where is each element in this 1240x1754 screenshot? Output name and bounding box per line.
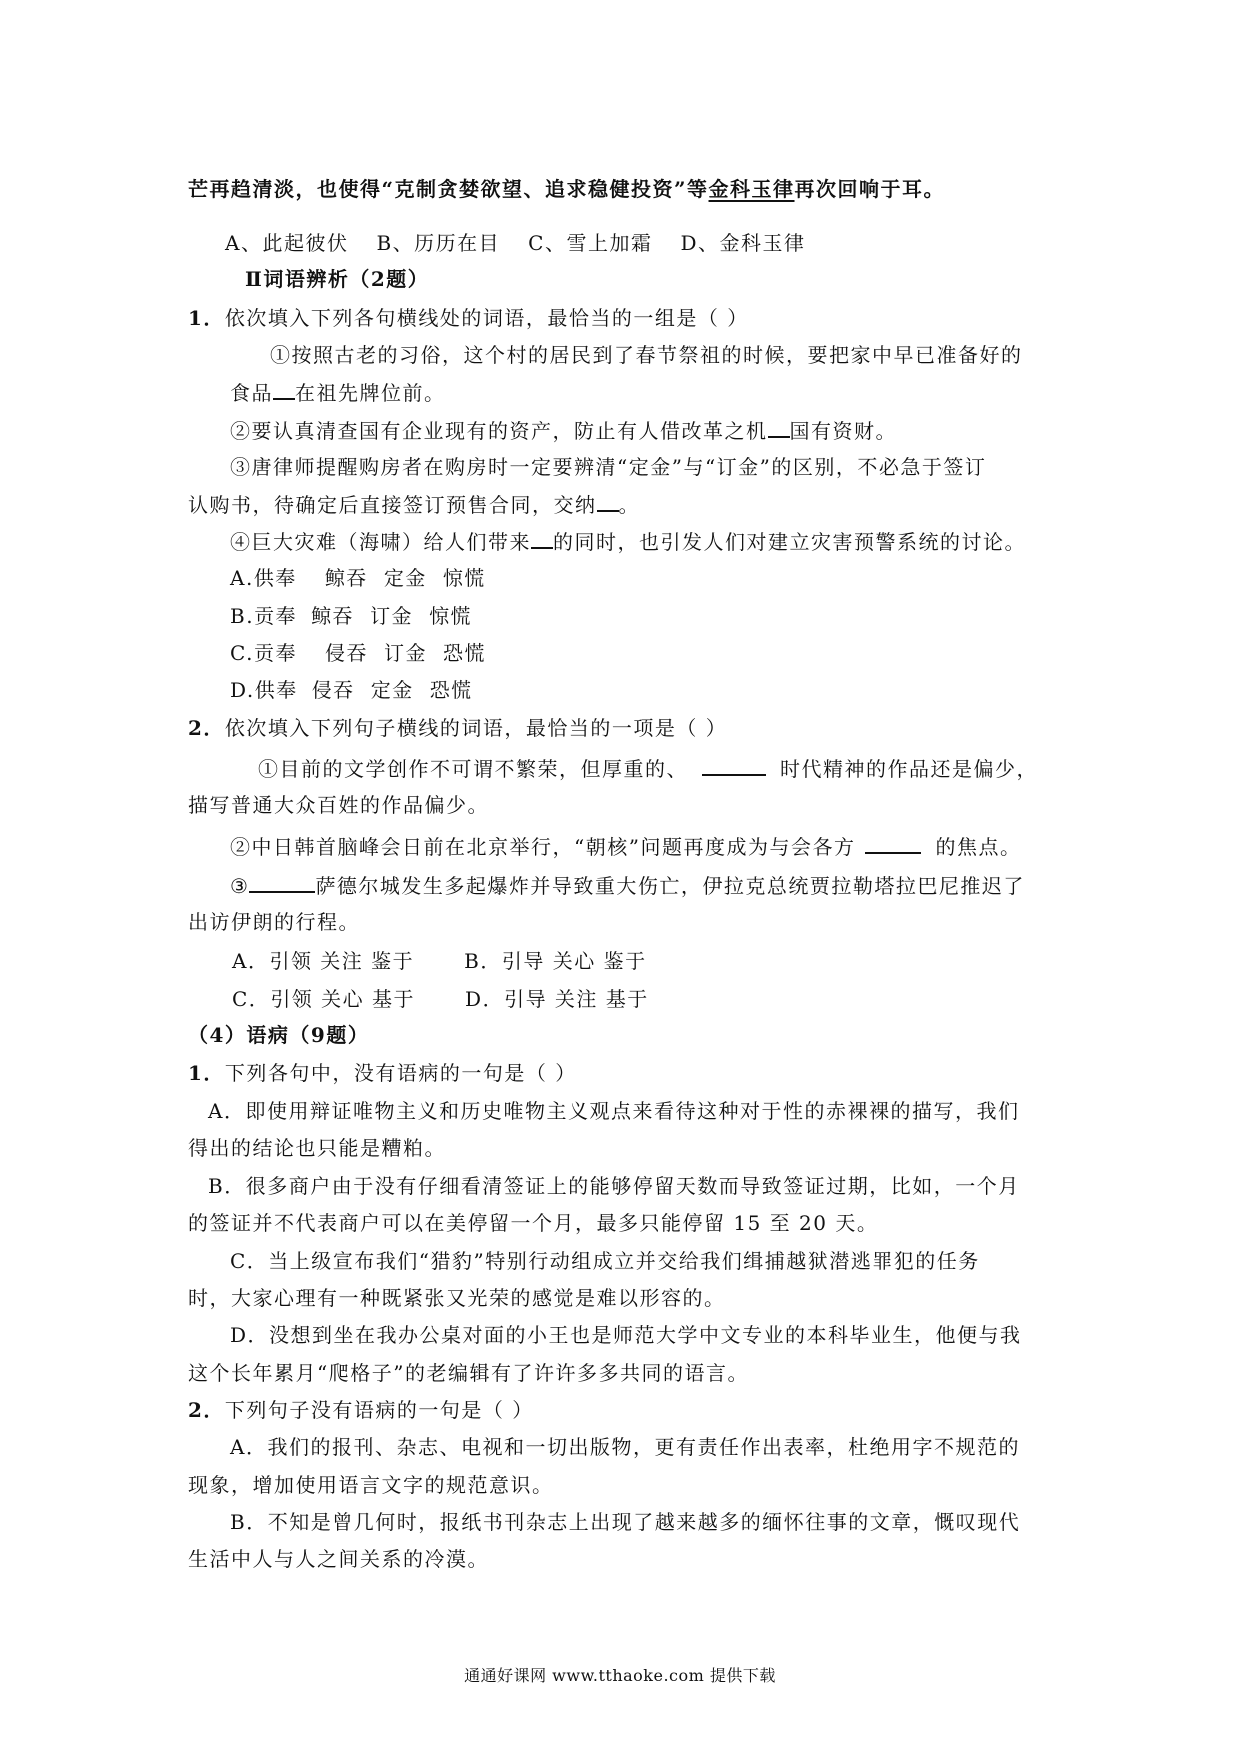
question-4-stem: 2．下列句子没有语病的一句是（ ） [188,1398,534,1422]
q1-sentence-3: ③唐律师提醒购房者在购房时一定要辨清“定金”与“订金”的区别，不必急于签订 [230,455,987,479]
q1-sentence-4: ④巨大灾难（海啸）给人们带来 的同时，也引发人们对建立灾害预警系统的讨论。 [230,530,1026,554]
question-3-stem: 1．下列各句中，没有语病的一句是（ ） [188,1061,577,1085]
q3-option-c: C．当上级宣布我们“猎豹”特别行动组成立并交给我们缉捕越狱潜逃罪犯的任务 [230,1249,980,1273]
q3-option-d-cont: 这个长年累月“爬格子”的老编辑有了许许多多共同的语言。 [188,1361,749,1385]
question-2-stem: 2．依次填入下列句子横线的词语，最恰当的一项是（ ） [188,716,728,740]
section-heading-word-analysis: Ⅱ词语辨析（2题） [245,267,430,291]
q1-option-a: A.供奉 鲸吞 定金 惊慌 [230,566,486,590]
intro-underlined-phrase: 金科玉律 [708,177,795,201]
q1-option-c: C.贡奉 侵吞 订金 恐慌 [230,641,486,665]
q4-option-b: B．不知是曾几何时，报纸书刊杂志上出现了越来越多的缅怀往事的文章，慨叹现代 [230,1510,1021,1534]
intro-text: 芒再趋清淡，也使得“克制贪婪欲望、追求稳健投资”等 [188,177,709,201]
question-number: 2 [188,716,204,740]
q3-option-b-cont: 的签证并不代表商户可以在美停留一个月，最多只能停留 15 至 20 天。 [188,1211,879,1235]
intro-options [225,231,806,255]
q2-sentence-1-cont: 描写普通大众百姓的作品偏少。 [188,793,489,817]
q3-option-b: B．很多商户由于没有仔细看清签证上的能够停留天数而导致签证过期，比如，一个月 [208,1174,1020,1198]
q4-option-a: A．我们的报刊、杂志、电视和一切出版物，更有责任作出表率，杜绝用字不规范的 [230,1435,1020,1459]
answer-blank [702,756,766,776]
q1-option-b: B.贡奉 鲸吞 订金 惊慌 [230,604,473,628]
option-c: C、雪上加霜 [528,231,653,255]
question-number: 1 [188,306,204,330]
q1-sentence-3-cont: 认购书，待确定后直接签订预售合同，交纳 。 [188,493,640,517]
q3-option-a-cont: 得出的结论也只能是糟粕。 [188,1136,446,1160]
q2-options-row-2: C．引领 关心 基于 D．引导 关注 基于 [232,987,649,1011]
q4-option-b-cont: 生活中人与人之间关系的冷漠。 [188,1547,489,1571]
page-footer: 通通好课网 www.tthaoke.com 提供下载 [464,1666,776,1685]
question-text: 下列句子没有语病的一句是（ ） [224,1398,534,1422]
answer-blank [597,492,619,512]
q3-option-a: A．即使用辩证唯物主义和历史唯物主义观点来看待这种对于性的赤裸裸的描写，我们 [208,1099,1020,1123]
intro-text-end: 再次回响于耳。 [794,177,946,201]
q1-sentence-2: ②要认真清查国有企业现有的资产，防止有人借改革之机 国有资财。 [230,419,897,443]
question-number: 2 [188,1398,204,1422]
question-text: 下列各句中，没有语病的一句是（ ） [224,1061,577,1085]
q3-option-c-cont: 时，大家心理有一种既紧张又光荣的感觉是难以形容的。 [188,1286,726,1310]
question-1-stem: 1．依次填入下列各句横线处的词语，最恰当的一组是（ ） [188,306,749,330]
q1-sentence-1-cont: 食品 在祖先牌位前。 [230,381,446,405]
q2-options-row-1: A．引领 关注 鉴于 B．引导 关心 鉴于 [232,949,647,973]
answer-blank [768,418,790,438]
q4-option-a-cont: 现象，增加使用语言文字的规范意识。 [188,1473,554,1497]
option-d: D、金科玉律 [680,231,806,255]
question-number: 1 [188,1061,204,1085]
section-heading-grammar: （4）语病（9题） [188,1023,370,1047]
option-a: A、此起彼伏 [225,231,349,255]
answer-blank [273,380,295,400]
answer-blank [531,529,553,549]
q2-sentence-1: ①目前的文学创作不可谓不繁荣，但厚重的、 时代精神的作品还是偏少， [258,757,1038,781]
q3-option-d: D．没想到坐在我办公桌对面的小王也是师范大学中文专业的本科毕业生，他便与我 [230,1323,1022,1347]
intro-line [188,177,945,201]
question-text: 依次填入下列各句横线处的词语，最恰当的一组是（ ） [224,306,749,330]
q2-sentence-3: ③ 萨德尔城发生多起爆炸并导致重大伤亡，伊拉克总统贾拉勒塔拉巴尼推迟了 [230,874,1025,898]
q1-option-d: D.供奉 侵吞 定金 恐慌 [230,678,473,702]
option-b: B、历历在目 [376,231,501,255]
q2-sentence-2: ②中日韩首脑峰会日前在北京举行，“朝核”问题再度成为与会各方 的焦点。 [230,835,1022,859]
answer-blank [249,873,315,893]
q2-sentence-3-cont: 出访伊朗的行程。 [188,910,360,934]
question-text: 依次填入下列句子横线的词语，最恰当的一项是（ ） [224,716,728,740]
q1-sentence-1: ①按照古老的习俗，这个村的居民到了春节祭祖的时候，要把家中早已准备好的 [270,343,1023,367]
answer-blank [865,834,921,854]
